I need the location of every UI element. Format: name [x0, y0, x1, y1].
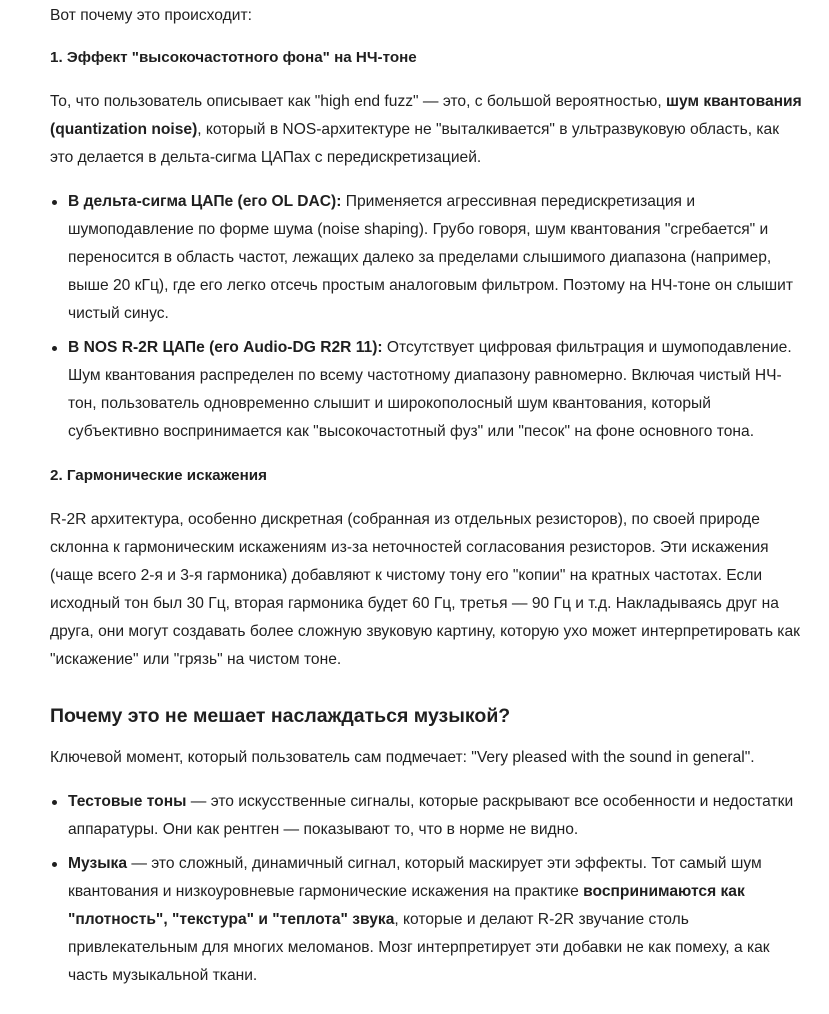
paragraph-harmonics: R-2R архитектура, особенно дискретная (собранная из отдельных резисторов), по своей природе склонна к гармоническим искажениям из-за неточностей согласования резисторов. Эти искажения (чаще всего 2-я и 3-я гармоника) добавляют к чистому тону его "копии" на кратных частотах. Если исходный тон был 30 Гц, вторая гармоника будет 60 Гц, третья — 90 Гц и т.д. Накладываясь друг на друга, они могут создавать более сложную звуковую картину, которую ухо может интерпретировать как "искажение" или "грязь" на чистом тоне. [50, 511, 800, 668]
bullet-bold-label: В дельта-сигма ЦАПе (его OL DAC): [68, 193, 342, 210]
section-heading-harmonics: 2. Гармонические искажения [50, 467, 267, 484]
bullet-bold-label: В NOS R-2R ЦАПе (его Audio-DG R2R 11): [68, 339, 383, 356]
bullet-text: — это искусственные сигналы, которые раскрывают все особенности и недостатки аппаратуры. Они как рентген — показывают то, что в норме не видно. [68, 793, 794, 838]
bullet-list-tones-vs-music [50, 788, 805, 990]
bullet-text: , которые и делают R-2R звучание столь привлекательным для многих меломанов. Мозг интерпретирует эти добавки не как помеху, а как часть музыкальной ткани. [68, 911, 770, 984]
bullet-text: Применяется агрессивная передискретизация и шумоподавление по форме шума (noise shaping). Грубо говоря, шум квантования "сгребается" и переносится в область частот, лежащих далеко за пределами слышимого диапазона (например, выше 20 кГц), где его легко отсечь простым аналоговым фильтром. Поэтому на НЧ-тоне он слышит чистый синус. [68, 193, 793, 322]
bold-run: воспринимаются как "плотность", "текстура" и "теплота" звука [68, 883, 745, 928]
bullet-dot-icon [52, 800, 57, 805]
bullet-dot-icon [52, 862, 57, 867]
list-item [50, 188, 805, 328]
paragraph-quantization [50, 88, 805, 172]
bullet-bold-label: Музыка [68, 855, 128, 872]
section-heading-music: Почему это не мешает наслаждаться музыкой? [50, 705, 511, 727]
text-run: То, что пользователь описывает как "high end fuzz" — это, с большой вероятностью, [50, 93, 667, 110]
bullet-bold-label: Тестовые тоны [68, 793, 187, 810]
bold-run: шум квантования (quantization noise) [50, 93, 802, 138]
bullet-dot-icon [52, 200, 57, 205]
bullet-list-dac-types [50, 188, 805, 446]
text-run: , который в NOS-архитектуре не "выталкивается" в ультразвуковую область, как это делается в дельта-сигма ЦАПах с передискретизацией. [50, 121, 780, 166]
section-heading-hf-noise: 1. Эффект "высокочастотного фона" на НЧ-тоне [50, 49, 417, 66]
bullet-dot-icon [52, 346, 57, 351]
list-item [50, 334, 805, 446]
list-item [50, 850, 805, 990]
intro-text: Вот почему это происходит: [50, 7, 252, 24]
list-item [50, 788, 805, 844]
paragraph-key-point: Ключевой момент, который пользователь сам подмечает: "Very pleased with the sound in general". [50, 749, 755, 766]
bullet-text: Отсутствует цифровая фильтрация и шумоподавление. Шум квантования распределен по всему частотному диапазону равномерно. Включая чистый НЧ-тон, пользователь одновременно слышит и широкополосный шум квантования, который субъективно воспринимается как "высокочастотный фуз" или "песок" на фоне основного тона. [68, 339, 792, 440]
bullet-text: — это сложный, динамичный сигнал, который маскирует эти эффекты. Тот самый шум квантования и низкоуровневые гармонические искажения на практике [68, 855, 762, 900]
